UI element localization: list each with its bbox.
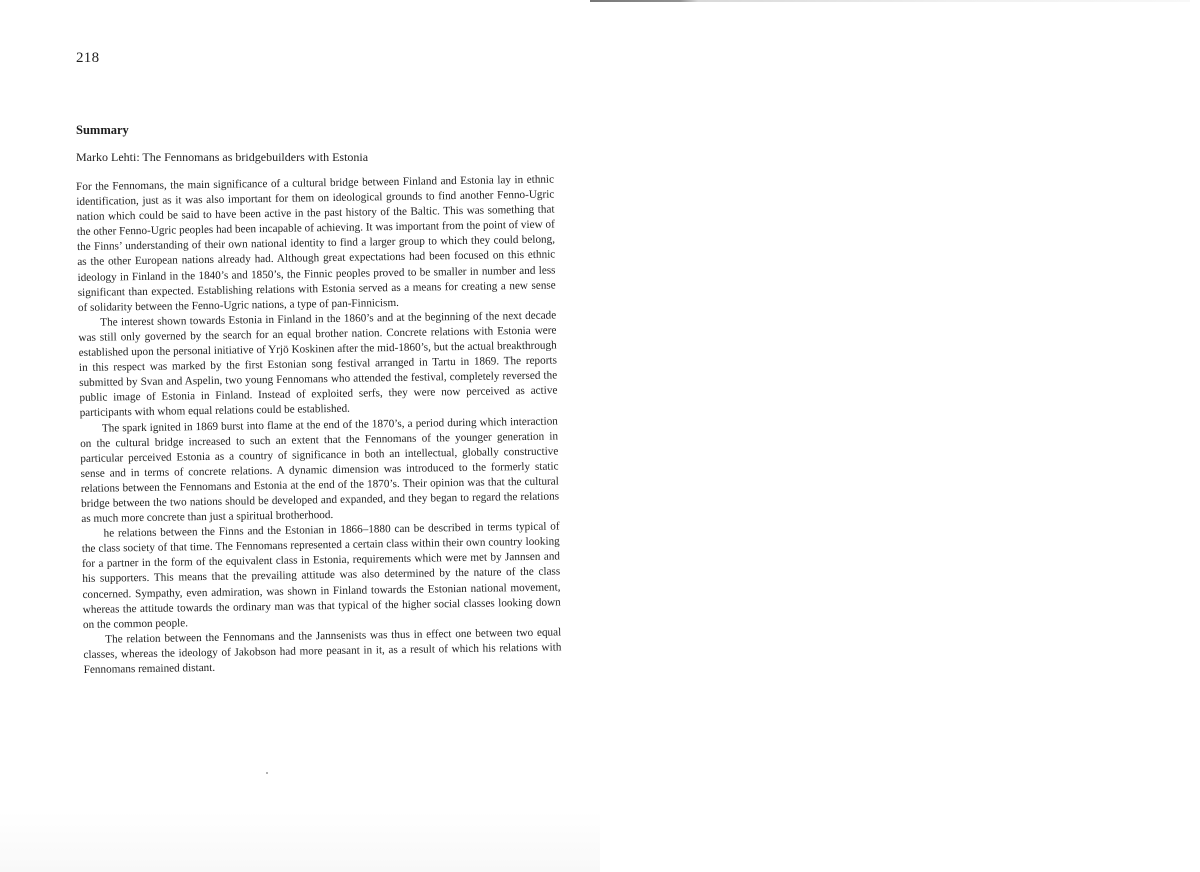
paragraph-5: The relation between the Fennomans and the Jannsenists was thus in effect one between two equal classes, whereas the ideology of Jakobson had more peasant in it, as a result of which his relations with Fennomans remained distant. — [83, 626, 562, 676]
book-page — [76, 0, 562, 872]
paragraph-4: he relations between the Finns and the Estonian in 1866–1880 can be described in terms typical of the class society of that time. The Fennomans represented a certain class within their own country looking for a partner in the form of the equivalent class in Estonia, requirements which were met by Jannsen and his supporters. This means that the prevailing attitude was also determined by the nature of the class concerned. Sympathy, even admiration, was shown in Finland towards the Estonian national movement, whereas the attitude towards the ordinary man was that typical of the higher social classes looking down on the common people. — [81, 520, 561, 631]
paragraph-2: The interest shown towards Estonia in Finland in the 1860’s and at the beginning of the next decade was still only governed by the search for an equal brother nation. Concrete relations with Estonia were established upon the personal initiative of Yrjö Koskinen after the mid-1860’s, but the actual breakthrough in this respect was marked by the first Estonian song festival arranged in Tartu in 1869. The reports submitted by Svan and Aspelin, two young Fennomans who attended the festival, completely reversed the public image of Estonia in Finland. Instead of exploited serfs, they were now perceived as active participants with whom equal relations could be established. — [78, 309, 558, 420]
article-title: Marko Lehti: The Fennomans as bridgebuilders with Estonia — [76, 150, 369, 164]
page-number: 218 — [76, 50, 100, 66]
section-heading: Summary — [76, 123, 129, 137]
scan-edge-line — [590, 0, 1190, 2]
summary-body — [76, 172, 562, 678]
paragraph-3: The spark ignited in 1869 burst into flame at the end of the 1870’s, a period during which interaction on the cultural bridge increased to such an extent that the Fennomans of the younger generation in particular perceived Estonia as a country of significance in both an intellectual, globally constructive sense and in terms of concrete relations. A dynamic dimension was introduced to the formerly static relations between the Fennomans and Estonia at the end of the 1870’s. Their opinion was that the cultural bridge between the two nations should be developed and expanded, and they began to regard the relations as much more concrete than just a spiritual brotherhood. — [80, 414, 560, 526]
paragraph-1: For the Fennomans, the main significance of a cultural bridge between Finland and Estonia lay in ethnic identification, just as it was also important for them on ideological grounds to find another Fenno-Ugric nation which could be said to have been active in the past history of the Baltic. This was something that the other Fenno-Ugric peoples had been incapable of achieving. It was important from the point of view of the Finns’ understanding of their own national identity to find a larger group to which they could belong, as the other European nations already had. Although great expectations had been focused on this ethnic ideology in Finland in the 1840’s and 1850’s, the Finnic peoples proved to be smaller in number and less significant than expected. Establishing relations with Estonia served as a means for creating a new sense of solidarity between the Fenno-Ugric nations, a type of pan-Finnicism. — [76, 173, 556, 314]
